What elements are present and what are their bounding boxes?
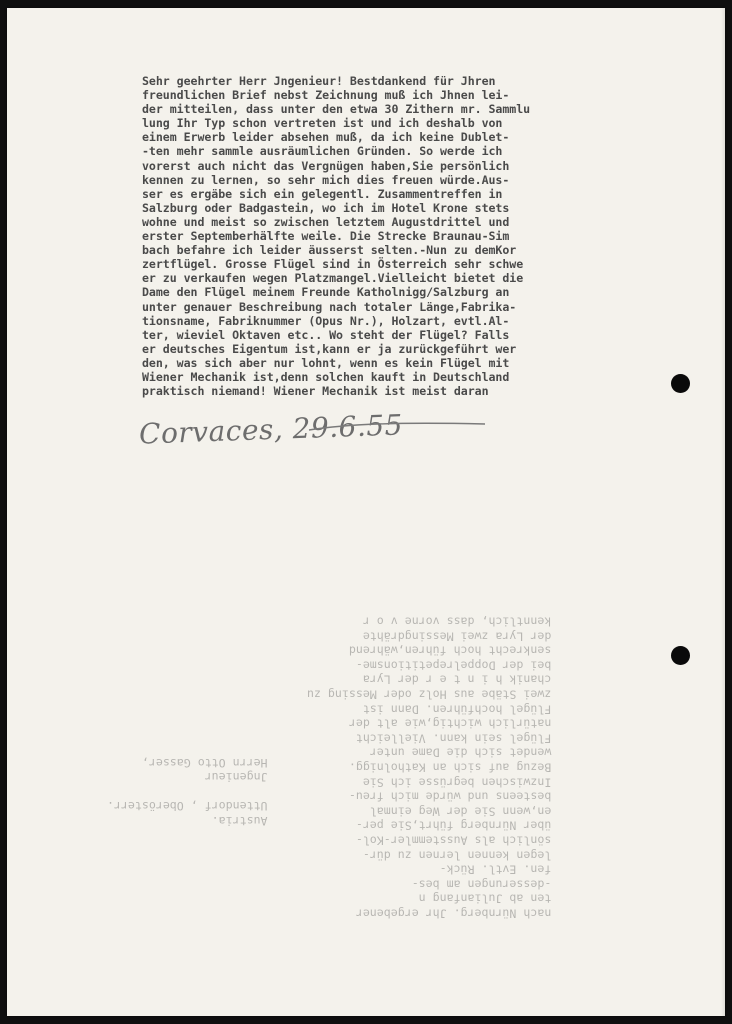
page-edge-shadow [721, 8, 725, 1016]
letter-line: ser es ergäbe sich ein gelegentl. Zusammentreffen in [142, 186, 503, 201]
letter-line: vorerst auch nicht das Vergnügen haben,Sie persönlich [142, 158, 510, 173]
bleed-through-line: senkrecht hoch führen,während [348, 643, 552, 658]
bleed-through-line: besteens und würde mich freu- [348, 789, 552, 804]
letter-line: tionsname, Fabriknummer (Opus Nr.), Holzart, evtl.Al- [142, 313, 510, 328]
handwritten-signature: Corvaces, 29.6.55 [138, 408, 404, 451]
bleed-through-line: -desserungen am bes- [411, 877, 552, 892]
bleed-through-address-line: Austria. [211, 813, 268, 828]
letter-line: Salzburg oder Badgastein, wo ich im Hotel Krone stets [142, 200, 510, 215]
bleed-through-line: fen. Evtl. Rück- [439, 862, 552, 877]
letter-line: -ten mehr sammle ausräumlichen Gründen. So werde ich [142, 144, 503, 159]
bleed-through-line: Flügel hochführen. Dann ist [362, 702, 552, 717]
letter-body [142, 74, 647, 398]
bleed-through-line: wendet sich die Dame unter [369, 745, 552, 760]
bleed-through-address-line: Herrn Otto Gasser, [141, 755, 268, 770]
bleed-through-address-line: Jngenieur [204, 770, 268, 785]
bleed-through-line: legen kennen lernen zu dür- [362, 848, 552, 863]
bleed-through-line: en,wenn Sie der Weg einmal [369, 804, 552, 819]
letter-line: den, was sich aber nur lohnt, wenn es kein Flügel mit [142, 355, 510, 370]
letter-line: Sehr geehrter Herr Jngenieur! Bestdankend für Jhren [142, 74, 496, 88]
bleed-through-address-line [107, 784, 268, 799]
letter-line: einem Erwerb leider absehen muß, da ich keine Dublet- [142, 130, 510, 145]
punch-hole-top [671, 374, 690, 393]
bleed-through-line: ten ab Julianfang n [418, 891, 552, 906]
letter-page [7, 8, 725, 1016]
letter-line: zertflügel. Grosse Flügel sind in Österreich sehr schwe [142, 257, 524, 272]
bleed-through-line: Bezug auf sich an Katholnigg. [348, 760, 552, 775]
letter-line: lung Ihr Typ schon vertreten ist und ich deshalb von [142, 116, 503, 131]
letter-line: freundlichen Brief nebst Zeichnung muß ich Jhnen lei- [142, 88, 510, 103]
bleed-through-line: bei der Doppelrepetitionsme- [355, 658, 552, 673]
bleed-through-address [107, 755, 268, 828]
signature-underline-stroke [307, 418, 487, 438]
bleed-through-line: über Nürnberg führt,Sie per- [355, 818, 552, 833]
bleed-through-line: zwei Stäbe aus Holz oder Messing zu [307, 687, 552, 702]
letter-line: bach befahre ich leider äusserst selten.-Nun zu demKor [142, 243, 517, 258]
bleed-through-line: sönlich als Ausstemmler-Kol- [355, 833, 552, 848]
letter-line: unter genauer Beschreibung nach totaler Länge,Fabrika- [142, 299, 517, 314]
bleed-through-line: Flügel sein kann. Vielleicht [355, 731, 552, 746]
letter-line: wohne und meist so zwischen letztem Augustdrittel und [142, 214, 510, 229]
letter-line: er deutsches Eigentum ist,kann er ja zurückgeführt wer [142, 341, 517, 356]
bleed-through-line: natürlich wichtig,wie alt der [348, 716, 552, 731]
letter-line: kennen zu lernen, so sehr mich dies freuen würde.Aus- [142, 172, 510, 187]
letter-line: er zu verkaufen wegen Platzmangel.Vielleicht bietet die [142, 271, 524, 286]
letter-line: der mitteilen, dass unter den etwa 30 Zithern mr. Sammlu [142, 102, 531, 117]
bleed-through-line: der Lyra zwei Messingdrähte [362, 629, 552, 644]
punch-hole-bottom [671, 646, 690, 665]
letter-line: erster Septemberhälfte weile. Die Strecke Braunau-Sim [142, 229, 510, 244]
letter-line: Dame den Flügel meinem Freunde Katholnigg/Salzburg an [142, 285, 510, 300]
letter-line: ter, wieviel Oktaven etc.. Wo steht der Flügel? Falls [142, 327, 510, 342]
bleed-through-reverse-text [307, 614, 551, 920]
letter-line: praktisch niemand! Wiener Mechanik ist meist daran [142, 384, 489, 399]
bleed-through-line: nach Nürnberg. Jhr ergebener [355, 906, 552, 921]
bleed-through-address-line: Uttendorf , Oberösterr. [107, 799, 268, 814]
bleed-through-line: kenntlich, dass vorne v o r [362, 614, 552, 629]
bleed-through-line: Inzwischen begrüsse ich Sie [362, 775, 552, 790]
letter-line: Wiener Mechanik ist,denn solchen kauft in Deutschland [142, 369, 510, 384]
bleed-through-line: chanik h i n t e r der Lyra [362, 672, 552, 687]
